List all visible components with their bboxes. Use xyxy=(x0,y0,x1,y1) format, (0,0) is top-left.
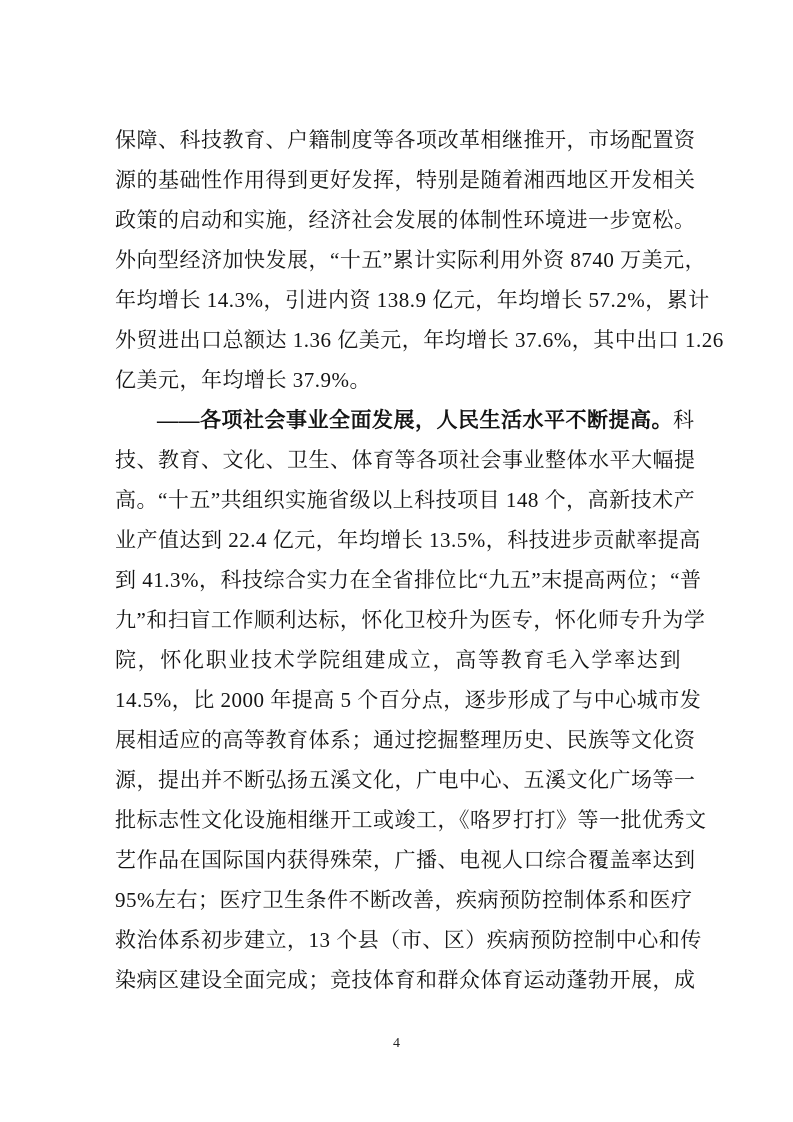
lead-rest-text: 科 xyxy=(673,408,695,432)
text-line: 政策的启动和实施，经济社会发展的体制性环境进一步宽松。 xyxy=(115,208,696,232)
text-line: 高。“十五”共组织实施省级以上科技项目 148 个，高新技术产 xyxy=(115,488,696,512)
text-line: 亿美元，年均增长 37.9%。 xyxy=(115,368,371,392)
text-line: 外向型经济加快发展，“十五”累计实际利用外资 8740 万美元， xyxy=(115,248,707,272)
text-line: 业产值达到 22.4 亿元，年均增长 13.5%，科技进步贡献率提高 xyxy=(115,528,701,552)
text-line: 源的基础性作用得到更好发挥，特别是随着湘西地区开发相关 xyxy=(115,168,696,192)
text-line: 染病区建设全面完成；竞技体育和群众体育运动蓬勃开展，成 xyxy=(115,968,696,992)
text-line: 源，提出并不断弘扬五溪文化，广电中心、五溪文化广场等一 xyxy=(115,768,696,792)
text-line: 外贸进出口总额达 1.36 亿美元，年均增长 37.6%，其中出口 1.26 xyxy=(115,328,724,352)
text-line: 年均增长 14.3%，引进内资 138.9 亿元，年均增长 57.2%，累计 xyxy=(115,288,710,312)
paragraph-lead-line xyxy=(115,400,695,440)
text-line: 展相适应的高等教育体系；通过挖掘整理历史、民族等文化资 xyxy=(115,728,696,752)
bold-lead-text: ——各项社会事业全面发展，人民生活水平不断提高。 xyxy=(157,408,673,432)
text-line: 保障、科技教育、户籍制度等各项改革相继推开，市场配置资 xyxy=(115,128,696,152)
text-line: 批标志性文化设施相继开工或竣工，《咯罗打打》等一批优秀文 xyxy=(115,808,707,832)
text-line: 艺作品在国际国内获得殊荣，广播、电视人口综合覆盖率达到 xyxy=(115,848,696,872)
text-line: 救治体系初步建立，13 个县（市、区）疾病预防控制中心和传 xyxy=(115,928,702,952)
text-line: 九”和扫盲工作顺利达标，怀化卫校升为医专，怀化师专升为学 xyxy=(115,608,706,632)
text-line: 14.5%，比 2000 年提高 5 个百分点，逐步形成了与中心城市发 xyxy=(115,688,702,712)
text-line: 到 41.3%，科技综合实力在全省排位比“九五”末提高两位；“普 xyxy=(115,568,702,592)
text-line: 技、教育、文化、卫生、体育等各项社会事业整体水平大幅提 xyxy=(115,448,696,472)
text-line: 95%左右；医疗卫生条件不断改善，疾病预防控制体系和医疗 xyxy=(115,888,693,912)
page-number: 4 xyxy=(393,1036,400,1051)
text-block xyxy=(115,120,724,1000)
text-line: 院，怀化职业技术学院组建成立，高等教育毛入学率达到 xyxy=(115,648,681,672)
